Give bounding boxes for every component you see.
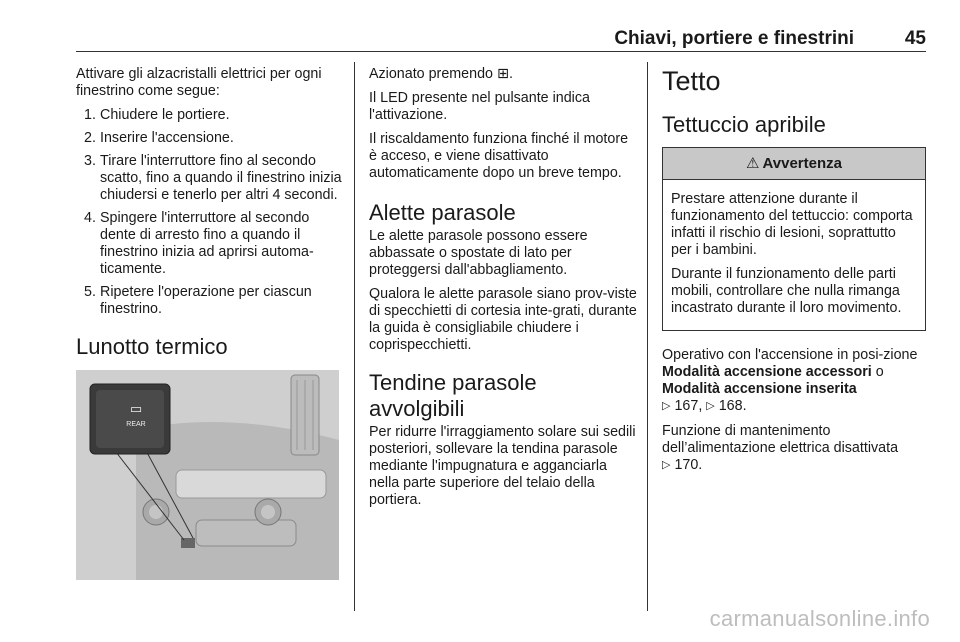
page-ref-arrow-icon: ▷ <box>706 400 715 412</box>
page-ref-arrow-icon: ▷ <box>662 400 671 412</box>
led-text: Il LED presente nel pulsante indica l'attivazione. <box>369 90 590 123</box>
list-item: 1. Chiudere le portiere. <box>84 107 230 123</box>
heading-tetto: Tetto <box>662 66 721 96</box>
list-item: 3. Tirare l'interruttore fino al secondo scatto, fino a quando il finestrino inizia chiudersi e tenerlo per altri 4 secondi. <box>84 153 342 203</box>
warning-text-1: Prestare attenzione durante il funzionamento del tettuccio: comporta infatti il rischio di lesioni, soprattutto per i bambini. <box>671 191 913 258</box>
blinds-text: Per ridurre l'irraggiamento solare sui sedili posteriori, sollevare la tendina parasole mediante l'impugnatura e agganciarla nella parte superiore del telaio della portiera. <box>369 424 636 508</box>
list-item: 5. Ripetere l'operazione per ciascun finestrino. <box>84 284 312 317</box>
rear-button-label: REAR <box>126 421 146 428</box>
page-number: 45 <box>904 28 926 49</box>
heading-tendine: Tendine parasole avvolgibili <box>369 370 537 421</box>
sunvisor-text: Le alette parasole possono essere abbassate o spostate di lato per proteggersi dall'abbagliamento. <box>369 228 588 278</box>
left-column <box>76 66 344 580</box>
page-reference[interactable]: 168. <box>718 398 747 414</box>
page-reference[interactable]: 170. <box>674 457 703 473</box>
middle-column <box>369 66 637 516</box>
list-item: 4. Spingere l'interruttore al secondo dente di arresto fino a quando il finestrino inizia ad aprirsi automa-ticamente. <box>84 210 314 277</box>
rear-window-defrost-icon: ▭ <box>129 401 143 416</box>
dashboard-drawing <box>76 370 339 580</box>
ignition-text: Operativo con l'accensione in posi-zione Modalità accensione accessori o Modalità accensione inserita ▷ 167, ▷ 168. <box>662 347 918 414</box>
heading-tettuccio: Tettuccio apribile <box>662 112 826 137</box>
rear-window-defrost-icon: ⊞ <box>496 66 509 82</box>
page-ref-arrow-icon: ▷ <box>662 459 671 471</box>
list-item: 2. Inserire l'accensione. <box>84 130 234 146</box>
intro-text: Attivare gli alzacristalli elettrici per ogni finestrino come segue: <box>76 66 322 99</box>
section-title: Chiavi, portiere e finestrini <box>614 28 854 49</box>
warning-header <box>663 148 925 180</box>
header-rule <box>76 51 926 52</box>
heading-lunotto-termico: Lunotto termico <box>76 334 228 359</box>
steps-list <box>76 107 344 318</box>
watermark: carmanualsonline.info <box>709 606 930 631</box>
right-column <box>662 66 926 482</box>
warning-text-2: Durante il funzionamento delle parti mobili, controllare che nulla rimanga incastrato durante il loro movimento. <box>671 266 902 316</box>
warning-triangle-icon: ⚠ <box>746 155 760 172</box>
heading-alette-parasole: Alette parasole <box>369 200 516 225</box>
warning-title: Avvertenza <box>762 155 842 172</box>
heating-text: Il riscaldamento funziona finché il motore è acceso, e viene disattivato automaticamente dopo un breve tempo. <box>369 131 629 181</box>
column-divider-2 <box>647 62 648 611</box>
column-divider-1 <box>354 62 355 611</box>
warning-box <box>662 147 926 331</box>
warning-body <box>663 180 925 330</box>
rear-defrost-button <box>122 402 150 433</box>
power-text: Funzione di mantenimento dell’alimentazione elettrica disattivata ▷ 170. <box>662 423 899 473</box>
activation-text: Azionato premendo ⊞. <box>369 66 513 82</box>
page-reference[interactable]: 167 <box>674 398 699 414</box>
dashboard-illustration <box>76 370 339 580</box>
mirror-text: Qualora le alette parasole siano prov-viste di specchietti di cortesia inte-grati, durante la guida è consigliabile chiudere i coprispecchietti. <box>369 286 637 353</box>
